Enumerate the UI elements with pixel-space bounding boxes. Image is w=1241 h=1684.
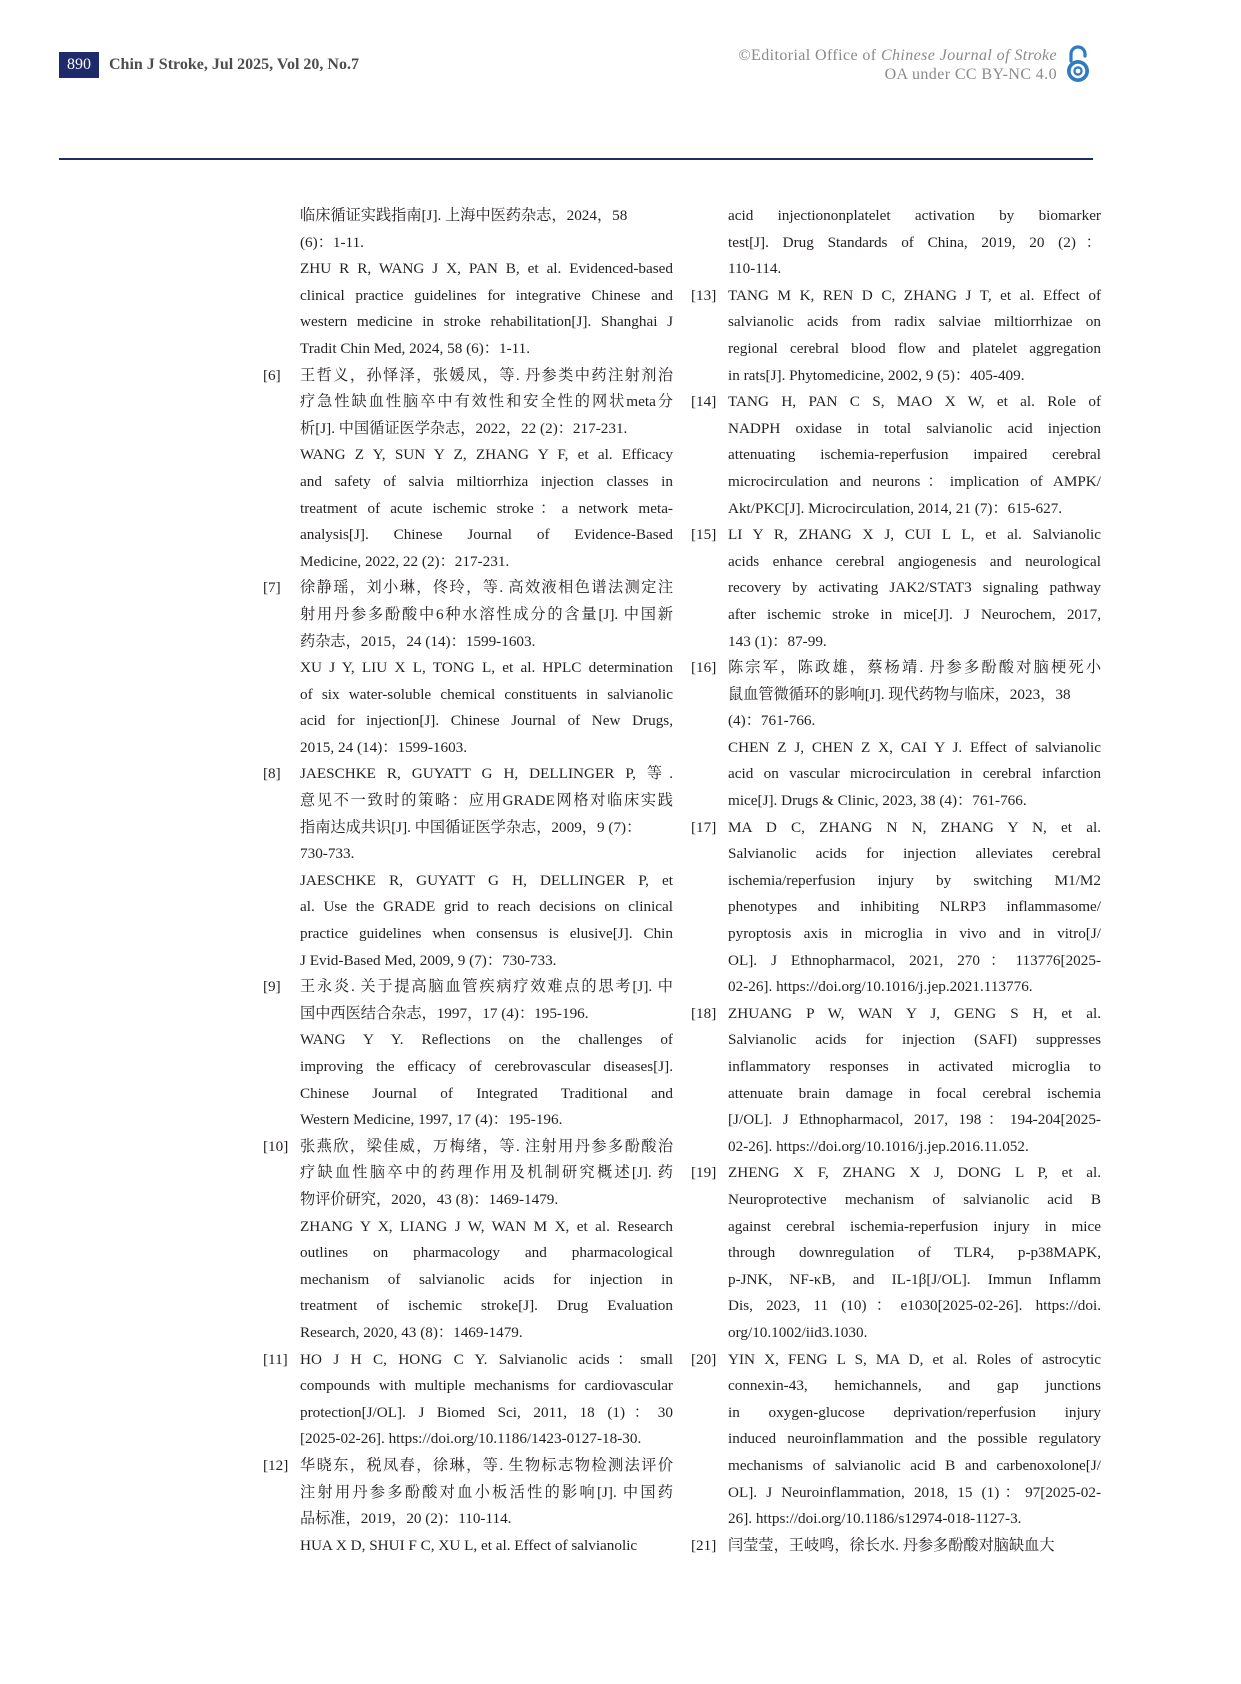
- reference-line: improving the efficacy of cerebrovascular diseases[J].: [300, 1058, 673, 1075]
- reference-line: in rats[J]. Phytomedicine, 2002, 9 (5)：405-409.: [728, 366, 1025, 384]
- reference-entry: [691, 1001, 1101, 1161]
- reference-line: 143 (1)：87-99.: [728, 632, 827, 650]
- reference-line: ZHU R R, WANG J X, PAN B, et al. Evidenced-based: [300, 260, 673, 278]
- reference-line: acid on vascular microcirculation in cerebral infarction: [728, 765, 1101, 783]
- reference-entry: [691, 283, 1101, 389]
- reference-number: [14]: [691, 393, 717, 411]
- reference-entry: [691, 815, 1101, 1001]
- reference-line: practice guidelines when consensus is elusive[J]. Chin: [300, 925, 673, 943]
- reference-line: [J/OL]. J Ethnopharmacol, 2017, 198：194-204[2025-: [728, 1111, 1101, 1129]
- reference-line: 02-26]. https://doi.org/10.1016/j.jep.2021.113776.: [728, 978, 1033, 996]
- reference-line: OL]. J Ethnopharmacol, 2021, 270：113776[2025-: [728, 951, 1101, 969]
- reference-line: regional cerebral blood flow and platelet aggregation: [728, 339, 1101, 357]
- reference-line: WANG Z Y, SUN Y Z, ZHANG Y F, et al. Efficacy: [300, 446, 673, 464]
- reference-line: phenotypes and inhibiting NLRP3 inflammasome/: [728, 898, 1101, 916]
- reference-line: 王哲义，孙怿泽，张媛凤，等. 丹参类中药注射剂治: [300, 366, 673, 384]
- copyright-journal: Chinese Journal of Stroke: [880, 47, 1057, 64]
- reference-line: 注射用丹参多酚酸对血小板活性的影响[J]. 中国药: [300, 1483, 673, 1501]
- reference-line: compounds with multiple mechanisms for cardiovascular: [300, 1377, 673, 1395]
- reference-line: Dis, 2023, 11 (10)：e1030[2025-02-26]. https://doi.: [728, 1297, 1101, 1315]
- reference-line: and safety of salvia miltiorrhiza injection classes in: [300, 472, 673, 490]
- reference-number: [7]: [263, 579, 281, 597]
- reference-line: Medicine, 2022, 22 (2)：217-231.: [300, 552, 510, 570]
- reference-line: 临床循证实践指南[J]. 上海中医药杂志，2024，58: [300, 207, 628, 224]
- reference-line: 02-26]. https://doi.org/10.1016/j.jep.2016.11.052.: [728, 1137, 1029, 1155]
- reference-line: YIN X, FENG L S, MA D, et al. Roles of astrocytic: [728, 1350, 1101, 1368]
- reference-line: 析[J]. 中国循证医学杂志，2022，22 (2)：217-231.: [300, 419, 628, 437]
- reference-line: 110-114.: [728, 260, 782, 278]
- copyright-prefix: ©Editorial Office of: [738, 47, 881, 64]
- reference-line: HUA X D, SHUI F C, XU L, et al. Effect of salvianolic: [300, 1536, 638, 1554]
- reference-line: 国中西医结合杂志，1997，17 (4)：195-196.: [300, 1004, 589, 1022]
- reference-number: [20]: [691, 1350, 717, 1368]
- reference-line: HO J H C, HONG C Y. Salvianolic acids：small: [300, 1350, 673, 1368]
- reference-line: western medicine in stroke rehabilitation[J]. Shanghai J: [300, 313, 673, 331]
- reference-number: [6]: [263, 366, 281, 384]
- reference-line: Salvianolic acids for injection (SAFI) suppresses: [728, 1031, 1101, 1049]
- reference-line: ischemia/reperfusion injury by switching M1/M2: [728, 871, 1101, 889]
- reference-line: al. Use the GRADE grid to reach decisions on clinical: [300, 898, 673, 916]
- reference-entry: [263, 761, 673, 974]
- reference-line: [2025-02-26]. https://doi.org/10.1186/1423-0127-18-30.: [300, 1430, 642, 1448]
- reference-line: induced neuroinflammation and the possible regulatory: [728, 1430, 1101, 1448]
- reference-entry: [691, 1160, 1101, 1346]
- reference-number: [12]: [263, 1456, 289, 1474]
- reference-line: 疗急性缺血性脑卒中有效性和安全性的网状meta分: [300, 393, 673, 411]
- reference-line: org/10.1002/iid3.1030.: [728, 1323, 868, 1341]
- reference-line: in oxygen-glucose deprivation/reperfusion injury: [728, 1403, 1101, 1421]
- reference-line: connexin-43, hemichannels, and gap junctions: [728, 1377, 1101, 1395]
- reference-line: 王永炎. 关于提高脑血管疾病疗效难点的思考[J]. 中: [300, 978, 673, 996]
- reference-entry: [691, 655, 1101, 815]
- reference-entry: [691, 522, 1101, 655]
- reference-line: JAESCHKE R, GUYATT G H, DELLINGER P, et: [300, 871, 673, 889]
- reference-number: [11]: [263, 1350, 288, 1368]
- reference-line: attenuate brain damage in focal cerebral ischemia: [728, 1084, 1101, 1102]
- reference-line: 730-733.: [300, 845, 355, 863]
- reference-number: [13]: [691, 286, 717, 304]
- reference-line: acids enhance cerebral angiogenesis and neurological: [728, 552, 1101, 570]
- page-number: 890: [59, 52, 99, 78]
- reference-line: 药杂志，2015，24 (14)：1599-1603.: [300, 632, 536, 650]
- reference-line: acid injectiononplatelet activation by biomarker: [728, 207, 1101, 224]
- reference-entry: [691, 1347, 1101, 1533]
- reference-entry: [263, 203, 673, 363]
- reference-number: [19]: [691, 1164, 717, 1182]
- reference-line: inflammatory responses in activated microglia to: [728, 1058, 1101, 1075]
- reference-line: MA D C, ZHANG N N, ZHANG Y N, et al.: [728, 818, 1101, 836]
- open-access-lock-icon: [1064, 44, 1092, 84]
- reference-number: [18]: [691, 1004, 717, 1022]
- reference-number: [16]: [691, 659, 717, 677]
- reference-line: 徐静瑶，刘小琳，佟玲，等. 高效液相色谱法测定注: [300, 579, 673, 597]
- reference-entry: [691, 203, 1101, 283]
- reference-line: 鼠血管微循环的影响[J]. 现代药物与临床，2023，38: [728, 685, 1071, 703]
- reference-line: after ischemic stroke in mice[J]. J Neurochem, 2017,: [728, 605, 1101, 623]
- reference-line: 物评价研究，2020，43 (8)：1469-1479.: [300, 1190, 559, 1208]
- license-text: OA under CC BY-NC 4.0: [884, 66, 1057, 83]
- reference-line: acid for injection[J]. Chinese Journal of New Drugs,: [300, 712, 673, 730]
- reference-number: [15]: [691, 526, 717, 544]
- reference-number: [17]: [691, 818, 717, 836]
- reference-line: 意见不一致时的策略：应用GRADE网格对临床实践: [300, 792, 673, 810]
- reference-line: ZHANG Y X, LIANG J W, WAN M X, et al. Research: [300, 1217, 673, 1235]
- reference-line: outlines on pharmacology and pharmacological: [300, 1244, 673, 1262]
- reference-column-left: [263, 203, 673, 1559]
- reference-line: recovery by activating JAK2/STAT3 signaling pathway: [728, 579, 1101, 597]
- reference-line: pyroptosis axis in microglia in vivo and in vitro[J/: [728, 925, 1101, 943]
- running-header: [59, 52, 359, 78]
- reference-entry: [263, 1347, 673, 1453]
- reference-entry: [263, 1453, 673, 1559]
- reference-line: TANG M K, REN D C, ZHANG J T, et al. Effect of: [728, 286, 1101, 304]
- reference-line: mechanism of salvianolic acids for injection in: [300, 1270, 673, 1288]
- reference-line: 陈宗军，陈政雄，蔡杨靖. 丹参多酚酸对脑梗死小: [728, 659, 1101, 677]
- journal-citation: Chin J Stroke, Jul 2025, Vol 20, No.7: [109, 56, 359, 73]
- reference-line: Akt/PKC[J]. Microcirculation, 2014, 21 (7)：615-627.: [728, 499, 1063, 517]
- reference-line: CHEN Z J, CHEN Z X, CAI Y J. Effect of salvianolic: [728, 738, 1101, 756]
- header-rule: [59, 158, 1093, 160]
- reference-number: [21]: [691, 1536, 717, 1554]
- copyright-notice: [739, 46, 1058, 84]
- reference-line: ZHENG X F, ZHANG X J, DONG L P, et al.: [728, 1164, 1101, 1182]
- reference-entry: [263, 1134, 673, 1347]
- reference-entry: [691, 1533, 1101, 1560]
- reference-entry: [263, 974, 673, 1134]
- reference-line: treatment of ischemic stroke[J]. Drug Evaluation: [300, 1297, 673, 1315]
- reference-line: Neuroprotective mechanism of salvianolic acid B: [728, 1190, 1101, 1208]
- reference-line: mechanisms of salvianolic acid B and carbenoxolone[J/: [728, 1456, 1101, 1474]
- reference-line: Chinese Journal of Integrated Traditional and: [300, 1084, 673, 1102]
- reference-line: 华晓东，税凤春，徐琳，等. 生物标志物检测法评价: [300, 1456, 673, 1474]
- reference-line: LI Y R, ZHANG X J, CUI L L, et al. Salvianolic: [728, 526, 1101, 544]
- reference-line: 品标准，2019，20 (2)：110-114.: [300, 1510, 512, 1528]
- reference-line: (4)：761-766.: [728, 712, 816, 730]
- reference-line: OL]. J Neuroinflammation, 2018, 15 (1)：97[2025-02-: [728, 1483, 1101, 1501]
- reference-entry: [263, 363, 673, 576]
- reference-line: salvianolic acids from radix salviae miltiorrhizae on: [728, 313, 1101, 331]
- reference-entry: [691, 389, 1101, 522]
- reference-number: [10]: [263, 1137, 289, 1155]
- reference-line: protection[J/OL]. J Biomed Sci, 2011, 18 (1)：30: [300, 1403, 673, 1421]
- reference-line: WANG Y Y. Reflections on the challenges of: [300, 1031, 673, 1049]
- reference-line: microcirculation and neurons：implication of AMPK/: [728, 472, 1101, 490]
- reference-number: [9]: [263, 978, 281, 996]
- reference-line: 射用丹参多酚酸中6种水溶性成分的含量[J]. 中国新: [300, 605, 673, 623]
- reference-line: TANG H, PAN C S, MAO X W, et al. Role of: [728, 393, 1101, 411]
- reference-line: 26]. https://doi.org/10.1186/s12974-018-1127-3.: [728, 1510, 1022, 1528]
- reference-line: clinical practice guidelines for integrative Chinese and: [300, 286, 673, 304]
- reference-line: against cerebral ischemia-reperfusion injury in mice: [728, 1217, 1101, 1235]
- reference-line: Western Medicine, 1997, 17 (4)：195-196.: [300, 1111, 563, 1129]
- reference-line: J Evid-Based Med, 2009, 9 (7)：730-733.: [300, 951, 557, 969]
- reference-line: Salvianolic acids for injection alleviates cerebral: [728, 845, 1101, 863]
- reference-number: [8]: [263, 765, 281, 783]
- reference-column-right: [691, 203, 1101, 1559]
- reference-line: 张燕欣，梁佳威，万梅绪，等. 注射用丹参多酚酸治: [300, 1137, 673, 1155]
- reference-line: analysis[J]. Chinese Journal of Evidence-Based: [300, 526, 673, 544]
- reference-line: JAESCHKE R, GUYATT G H, DELLINGER P, 等.: [300, 765, 673, 783]
- reference-line: XU J Y, LIU X L, TONG L, et al. HPLC determination: [300, 659, 673, 677]
- reference-line: attenuating ischemia-reperfusion impaired cerebral: [728, 446, 1101, 464]
- reference-entry: [263, 575, 673, 761]
- reference-line: test[J]. Drug Standards of China, 2019, 20 (2)：: [728, 233, 1101, 251]
- reference-line: of six water-soluble chemical constituents in salvianolic: [300, 685, 673, 703]
- reference-line: treatment of acute ischemic stroke：a network meta-: [300, 499, 673, 517]
- reference-line: Tradit Chin Med, 2024, 58 (6)：1-11.: [300, 339, 531, 357]
- reference-line: mice[J]. Drugs & Clinic, 2023, 38 (4)：761-766.: [728, 792, 1027, 810]
- reference-line: Research, 2020, 43 (8)：1469-1479.: [300, 1323, 523, 1341]
- reference-line: ZHUANG P W, WAN Y J, GENG S H, et al.: [728, 1004, 1101, 1022]
- reference-line: NADPH oxidase in total salvianolic acid injection: [728, 419, 1101, 437]
- reference-line: 指南达成共识[J]. 中国循证医学杂志，2009，9 (7)：: [300, 818, 642, 836]
- reference-line: (6)：1-11.: [300, 233, 364, 251]
- reference-line: 闫莹莹，王岐鸣，徐长水. 丹参多酚酸对脑缺血大: [728, 1536, 1055, 1554]
- reference-line: 疗缺血性脑卒中的药理作用及机制研究概述[J]. 药: [300, 1164, 673, 1182]
- reference-line: through downregulation of TLR4, p-p38MAPK,: [728, 1244, 1101, 1262]
- reference-line: p-JNK, NF-κB, and IL-1β[J/OL]. Immun Inflamm: [728, 1270, 1101, 1288]
- reference-line: 2015, 24 (14)：1599-1603.: [300, 738, 468, 756]
